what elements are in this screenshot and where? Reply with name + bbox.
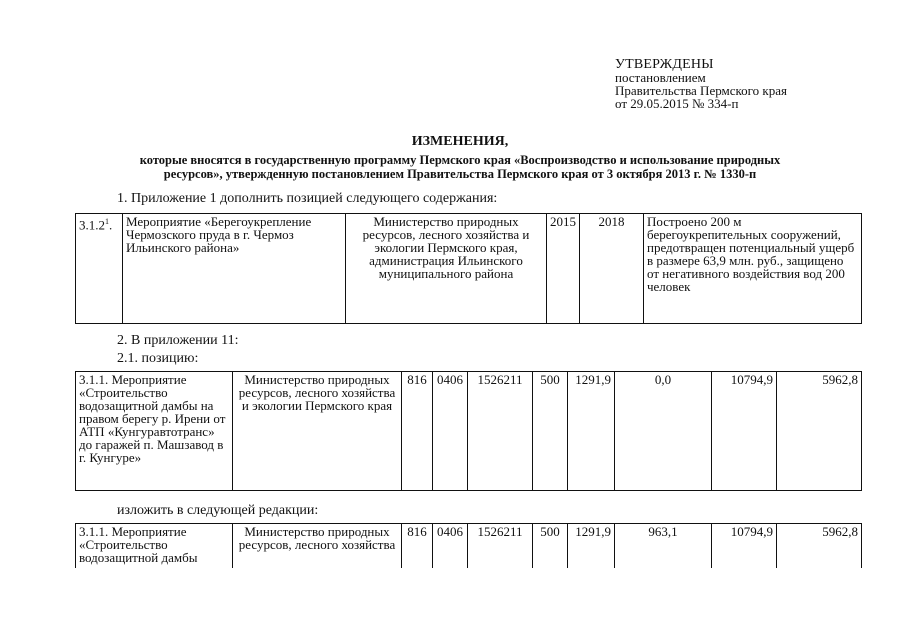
cell-value-4: 5962,8 [777, 524, 862, 569]
subtitle-line-2: ресурсов», утвержденную постановлением Правительства Пермского края от 3 октября 2013 г. № 1330-п [163, 167, 757, 181]
paragraph-2: 2. В приложении 11: [117, 333, 239, 348]
cell-value-3: 10794,9 [712, 524, 777, 569]
approval-title: УТВЕРЖДЕНЫ [615, 57, 714, 72]
document-subtitle [60, 153, 860, 181]
cell-event: Мероприятие «Берегоукрепление Чермозского пруда в г. Чермоз Ильинского района» [123, 214, 346, 324]
table-row [76, 214, 862, 324]
cell-executor: Министерство природных ресурсов, лесного хозяйства и экологии Пермского края, администрация Ильинского муниципального района [346, 214, 547, 324]
cell-executor: Министерство природных ресурсов, лесного хозяйства [233, 524, 402, 569]
cell-rzpr: 0406 [433, 372, 468, 491]
table-position-old [75, 371, 862, 491]
cell-value-1: 1291,9 [568, 524, 615, 569]
cell-event: 3.1.1. Мероприятие «Строительство водозащитной дамбы на правом берегу р. Ирени от АТП «Кунгуравтотранс» до гаражей п. Машзавод в г. Кунгуре» [76, 372, 233, 491]
cell-value-3: 10794,9 [712, 372, 777, 491]
approval-line-2: Правительства Пермского края [615, 83, 787, 98]
table-row [76, 372, 862, 491]
cell-grbs: 816 [402, 524, 433, 569]
cell-executor: Министерство природных ресурсов, лесного хозяйства и экологии Пермского края [233, 372, 402, 491]
cell-value-1: 1291,9 [568, 372, 615, 491]
code-superscript: 1 [105, 217, 109, 226]
cell-rzpr: 0406 [433, 524, 468, 569]
cell-code: 3.1.2$^1$. [76, 214, 123, 324]
cell-csr: 1526211 [468, 524, 533, 569]
cell-value-2: 0,0 [615, 372, 712, 491]
cell-vr: 500 [533, 372, 568, 491]
paragraph-1: 1. Приложение 1 дополнить позицией следующего содержания: [117, 191, 498, 206]
cell-grbs: 816 [402, 372, 433, 491]
table-position-new [75, 523, 862, 568]
subtitle-line-1: которые вносятся в государственную программу Пермского края «Воспроизводство и использование природных [139, 153, 781, 167]
approval-block [615, 58, 787, 110]
paragraph-3: 2.1. позицию: [117, 351, 199, 366]
table-position-new-wrapper [70, 520, 870, 568]
cell-event: 3.1.1. Мероприятие «Строительство водозащитной дамбы [76, 524, 233, 569]
cell-result: Построено 200 м берегоукрепительных сооружений, предотвращен потенциальный ущерб в размере 63,9 млн. руб., защищено от негативного воздействия вод 200 человек [644, 214, 862, 324]
approval-line-1: постановлением [615, 70, 706, 85]
cell-csr: 1526211 [468, 372, 533, 491]
approval-line-3: от 29.05.2015 № 334-п [615, 96, 739, 111]
paragraph-4: изложить в следующей редакции: [117, 503, 319, 518]
cell-value-4: 5962,8 [777, 372, 862, 491]
cell-year-end: 2018 [580, 214, 644, 324]
cell-vr: 500 [533, 524, 568, 569]
cell-value-2: 963,1 [615, 524, 712, 569]
cell-year-start: 2015 [547, 214, 580, 324]
document-title: ИЗМЕНЕНИЯ, [411, 134, 509, 149]
table-row [76, 524, 862, 569]
table-appendix-1 [75, 213, 862, 324]
code-text: 3.1.2 [79, 217, 105, 233]
